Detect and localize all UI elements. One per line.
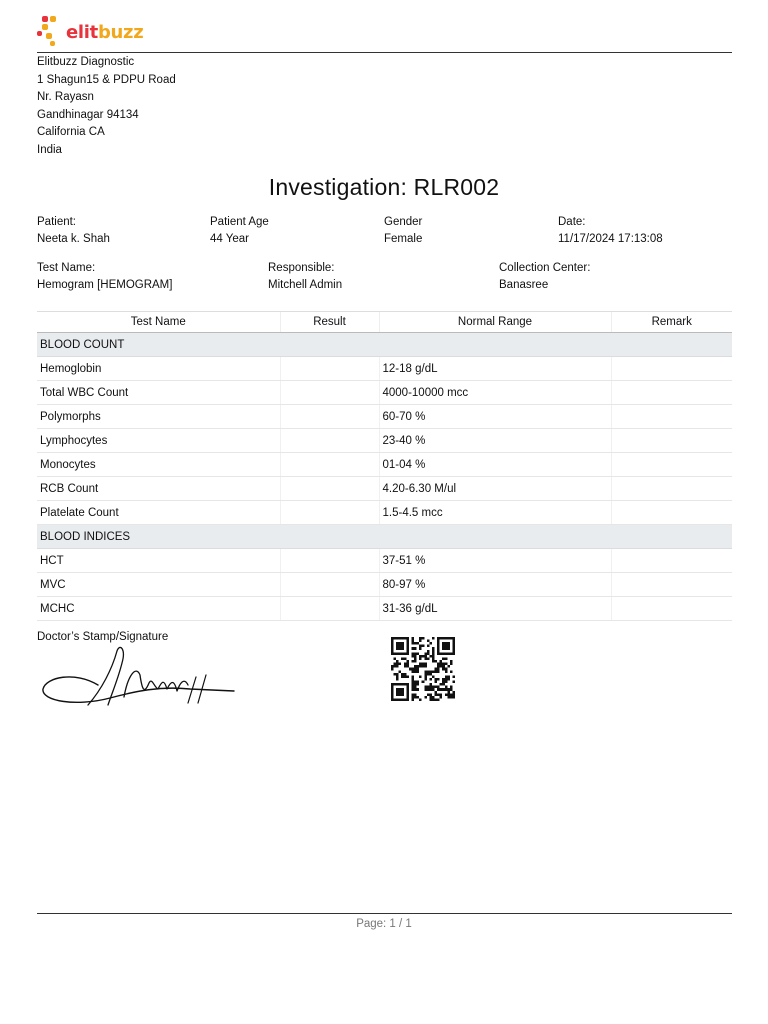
result-cell xyxy=(280,501,379,525)
table-body xyxy=(37,333,732,621)
normal-range-cell: 1.5-4.5 mcc xyxy=(379,501,611,525)
responsible-block xyxy=(268,260,342,294)
result-cell xyxy=(280,381,379,405)
normal-range-cell: 60-70 % xyxy=(379,405,611,429)
table-row xyxy=(37,477,732,501)
logo-mark-icon xyxy=(37,14,65,48)
result-cell xyxy=(280,357,379,381)
remark-cell xyxy=(611,381,732,405)
company-address xyxy=(37,54,176,160)
remark-cell xyxy=(611,477,732,501)
table-row xyxy=(37,429,732,453)
remark-cell xyxy=(611,405,732,429)
test-name-cell: Polymorphs xyxy=(37,405,280,429)
page-number: Page: 1 / 1 xyxy=(356,918,412,930)
collection-center-value: Banasree xyxy=(499,279,549,291)
age-value: 44 Year xyxy=(210,233,250,245)
remark-cell xyxy=(611,573,732,597)
results-table xyxy=(37,311,732,621)
column-header-result: Result xyxy=(280,312,379,333)
table-row xyxy=(37,597,732,621)
remark-cell xyxy=(611,453,732,477)
test-name-cell: RCB Count xyxy=(37,477,280,501)
logo-text: elitbuzz xyxy=(66,21,144,43)
test-name-cell: Total WBC Count xyxy=(37,381,280,405)
result-cell xyxy=(280,477,379,501)
gender-block xyxy=(384,214,422,248)
footer-divider xyxy=(37,913,732,914)
address-line: 1 Shagun15 & PDPU Road xyxy=(37,73,176,86)
remark-cell xyxy=(611,597,732,621)
test-name-cell: HCT xyxy=(37,549,280,573)
address-line: California CA xyxy=(37,126,105,139)
table-row xyxy=(37,405,732,429)
company-name: Elitbuzz Diagnostic xyxy=(37,56,135,68)
test-name-cell: MVC xyxy=(37,573,280,597)
address-line: Gandhinagar 94134 xyxy=(37,108,139,121)
table-header-row xyxy=(37,312,732,333)
result-cell xyxy=(280,573,379,597)
collection-center-block xyxy=(499,260,590,294)
table-row xyxy=(37,549,732,573)
address-line: India xyxy=(37,143,62,156)
test-name-cell: Platelate Count xyxy=(37,501,280,525)
test-name-cell: Lymphocytes xyxy=(37,429,280,453)
remark-cell xyxy=(611,357,732,381)
column-header-remark: Remark xyxy=(611,312,732,333)
remark-cell xyxy=(611,549,732,573)
address-line: Nr. Rayasn xyxy=(37,91,94,104)
report-title: Investigation: RLR002 xyxy=(268,174,500,200)
section-name: BLOOD INDICES xyxy=(37,525,732,549)
table-row xyxy=(37,381,732,405)
normal-range-cell: 4.20-6.30 M/ul xyxy=(379,477,611,501)
age-block xyxy=(210,214,269,248)
test-name-value: Hemogram [HEMOGRAM] xyxy=(37,279,173,291)
result-cell xyxy=(280,597,379,621)
result-cell xyxy=(280,453,379,477)
column-header-test-name: Test Name xyxy=(37,312,280,333)
gender-value: Female xyxy=(384,233,423,245)
section-name: BLOOD COUNT xyxy=(37,333,732,357)
doctor-signature xyxy=(40,645,240,715)
result-cell xyxy=(280,429,379,453)
header-divider xyxy=(37,52,732,53)
patient-block xyxy=(37,214,110,248)
normal-range-cell: 01-04 % xyxy=(379,453,611,477)
table-row xyxy=(37,453,732,477)
date-block xyxy=(558,214,663,248)
result-cell xyxy=(280,405,379,429)
date-value: 11/17/2024 17:13:08 xyxy=(558,233,663,245)
table-row xyxy=(37,357,732,381)
normal-range-cell: 37-51 % xyxy=(379,549,611,573)
test-name-cell: Monocytes xyxy=(37,453,280,477)
normal-range-cell: 31-36 g/dL xyxy=(379,597,611,621)
remark-cell xyxy=(611,429,732,453)
test-name-label: Test Name: xyxy=(37,262,96,274)
test-name-cell: MCHC xyxy=(37,597,280,621)
normal-range-cell: 80-97 % xyxy=(379,573,611,597)
normal-range-cell: 23-40 % xyxy=(379,429,611,453)
age-label: Patient Age xyxy=(210,216,269,228)
result-cell xyxy=(280,549,379,573)
table-section-row xyxy=(37,525,732,549)
responsible-value: Mitchell Admin xyxy=(268,279,343,291)
company-logo xyxy=(37,14,143,48)
collection-center-label: Collection Center: xyxy=(499,262,591,274)
table-row xyxy=(37,501,732,525)
stamp-signature-label: Doctor’s Stamp/Signature xyxy=(37,631,169,643)
remark-cell xyxy=(611,501,732,525)
responsible-label: Responsible: xyxy=(268,262,335,274)
column-header-normal-range: Normal Range xyxy=(379,312,611,333)
patient-label: Patient: xyxy=(37,216,76,228)
normal-range-cell: 4000-10000 mcc xyxy=(379,381,611,405)
normal-range-cell: 12-18 g/dL xyxy=(379,357,611,381)
table-section-row xyxy=(37,333,732,357)
test-name-block xyxy=(37,260,172,294)
table-row xyxy=(37,573,732,597)
gender-label: Gender xyxy=(384,216,423,228)
patient-name: Neeta k. Shah xyxy=(37,233,110,245)
date-label: Date: xyxy=(558,216,586,228)
qr-code xyxy=(389,637,457,701)
test-name-cell: Hemoglobin xyxy=(37,357,280,381)
